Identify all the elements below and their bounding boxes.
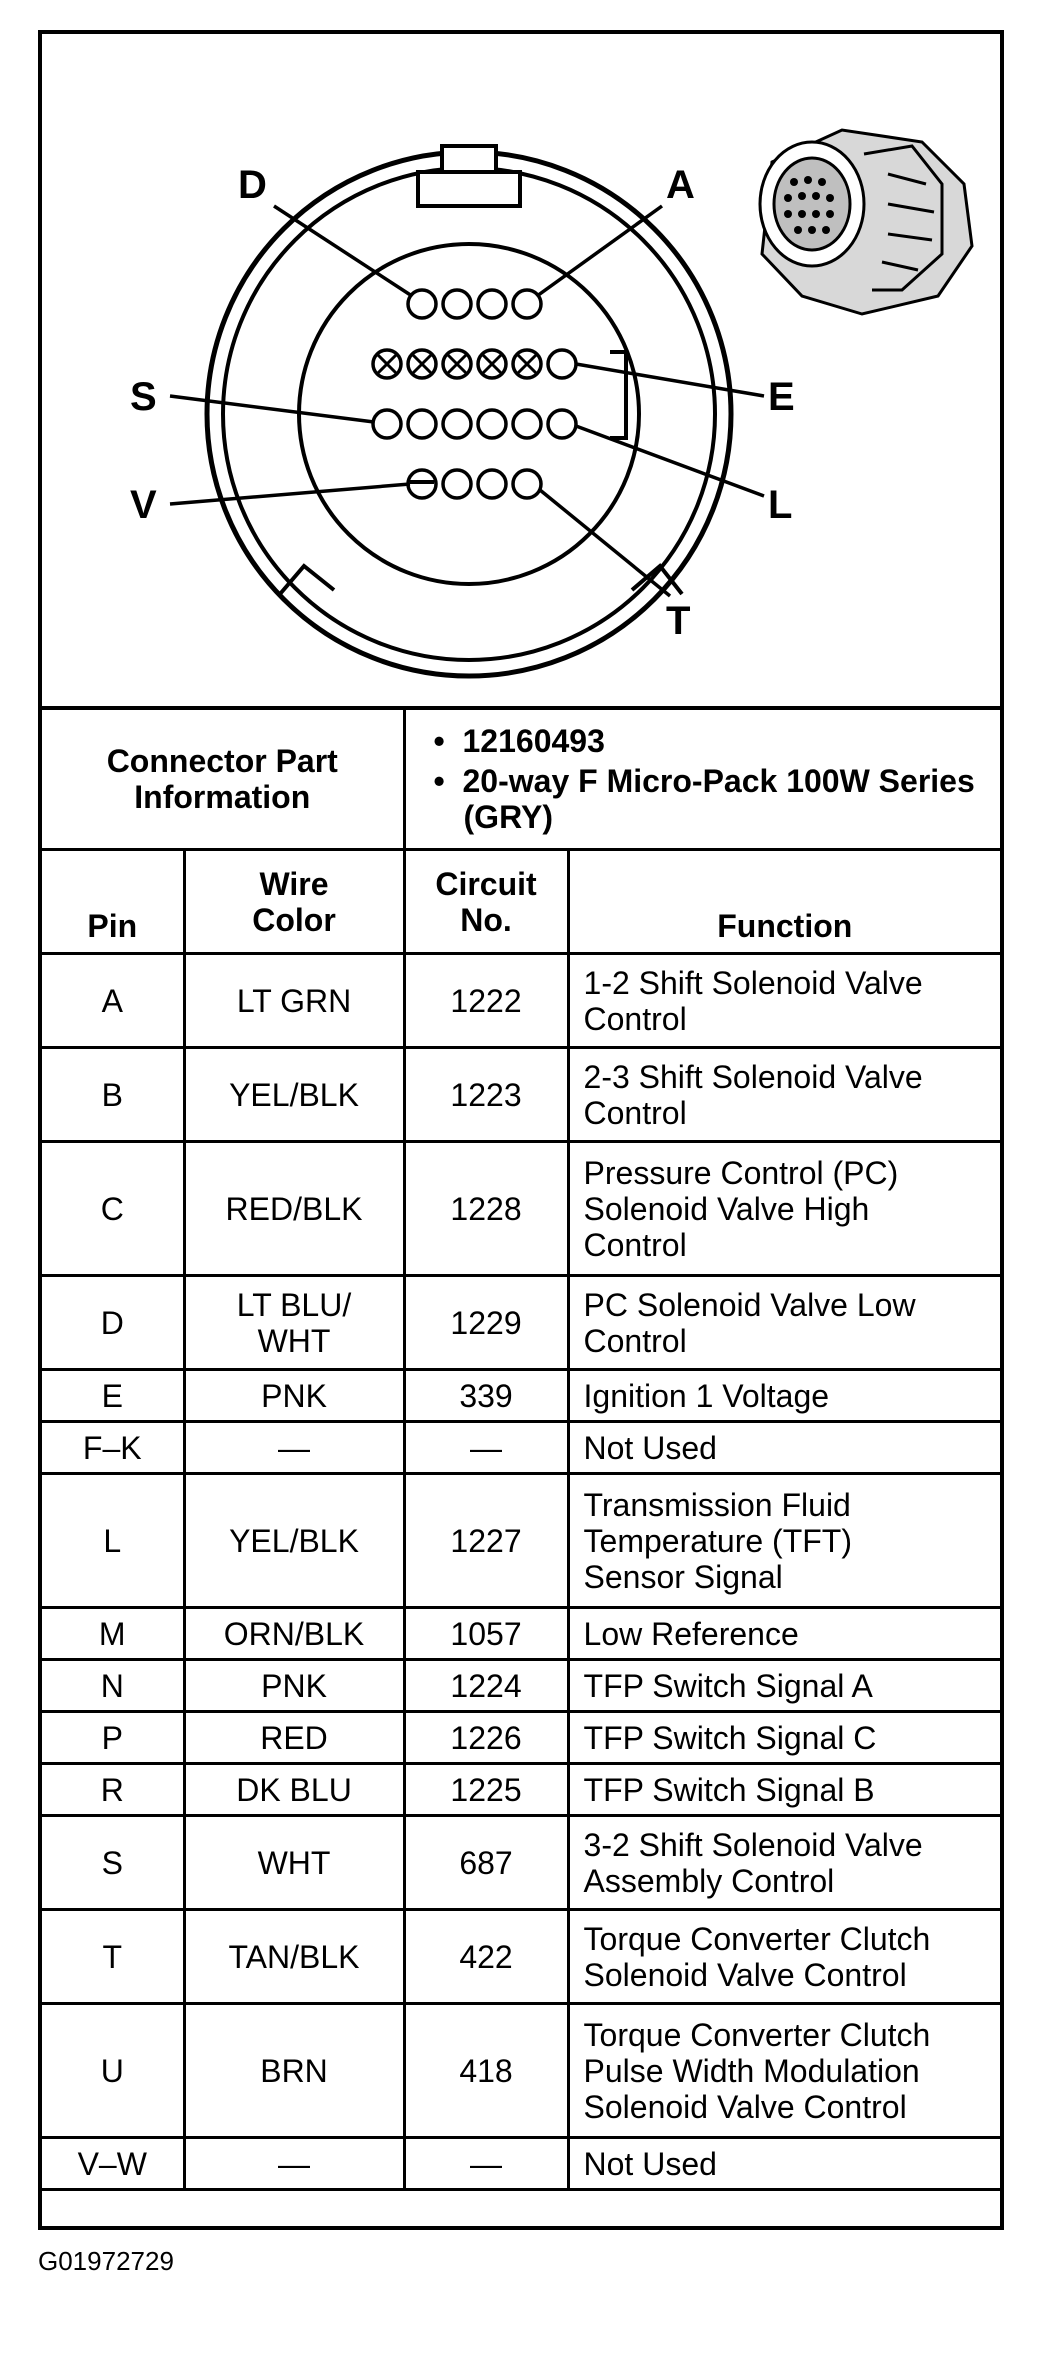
cell-wire-color <box>184 1712 404 1764</box>
cell-function-line: Low Reference <box>583 1615 799 1652</box>
figure-code: G01972729 <box>38 2246 174 2276</box>
cell-circuit-no: 687 <box>404 1816 568 1910</box>
cell-wire-color-line: BRN <box>260 2052 328 2089</box>
cell-wire-color-line: — <box>278 1429 310 1466</box>
cell-circuit-no: 1227 <box>404 1474 568 1608</box>
cell-pin: R <box>42 1764 184 1816</box>
table-row <box>42 1712 1000 1764</box>
cell-pin: V–W <box>42 2138 184 2190</box>
cell-function-line: Solenoid Valve Control <box>583 2088 907 2125</box>
cell-function <box>568 1816 1000 1910</box>
pin-row-3 <box>373 410 576 438</box>
cell-wire-color-line: DK BLU <box>236 1771 352 1808</box>
cell-function-line: Torque Converter Clutch <box>583 2016 931 2053</box>
cell-function <box>568 1276 1000 1370</box>
cell-wire-color-line: LT GRN <box>236 982 352 1019</box>
part-number: • 12160493 <box>433 722 605 759</box>
cell-wire-color <box>184 1660 404 1712</box>
pinout-table <box>42 706 1000 2191</box>
cell-function-line: TFP Switch Signal C <box>583 1719 877 1756</box>
cell-pin: B <box>42 1048 184 1142</box>
callout-a: A <box>666 163 695 207</box>
cell-function-line: TFP Switch Signal A <box>583 1667 873 1704</box>
cell-function <box>568 1370 1000 1422</box>
cell-function <box>568 954 1000 1048</box>
cell-wire-color-line: YEL/BLK <box>229 1522 359 1559</box>
cell-function <box>568 1608 1000 1660</box>
col-pin: Pin <box>42 850 184 954</box>
callout-l: L <box>768 483 793 527</box>
cell-function-line: 1-2 Shift Solenoid Valve <box>583 964 923 1001</box>
cell-pin: P <box>42 1712 184 1764</box>
cell-function <box>568 1660 1000 1712</box>
callout-e: E <box>768 375 795 419</box>
cell-wire-color <box>184 1048 404 1142</box>
cell-wire-color <box>184 2138 404 2190</box>
connector-illustration <box>760 130 972 314</box>
cell-wire-color <box>184 954 404 1048</box>
cell-function <box>568 1764 1000 1816</box>
part-info-row <box>42 708 1000 850</box>
table-row <box>42 1474 1000 1608</box>
cell-circuit-no: 422 <box>404 1910 568 2004</box>
cell-wire-color-line: ORN/BLK <box>223 1615 365 1652</box>
cell-pin: M <box>42 1608 184 1660</box>
cell-function <box>568 1474 1000 1608</box>
table-row <box>42 1422 1000 1474</box>
pin-row-2 <box>373 350 576 378</box>
cell-function-line: 3-2 Shift Solenoid Valve <box>583 1826 923 1863</box>
cell-circuit-no: 339 <box>404 1370 568 1422</box>
part-info-values <box>404 708 1000 850</box>
table-row <box>42 1048 1000 1142</box>
cell-function-line: Control <box>583 1226 687 1263</box>
cell-pin: L <box>42 1474 184 1608</box>
cell-wire-color-line: RED/BLK <box>225 1190 363 1227</box>
table-row <box>42 1608 1000 1660</box>
table-row <box>42 1764 1000 1816</box>
cell-function-line: Transmission Fluid <box>583 1486 851 1523</box>
cell-pin: N <box>42 1660 184 1712</box>
cell-function-line: Temperature (TFT) <box>583 1522 852 1559</box>
cell-function-line: 2-3 Shift Solenoid Valve <box>583 1058 923 1095</box>
callout-d: D <box>238 163 267 207</box>
cell-wire-color-line: — <box>278 2145 310 2182</box>
cell-wire-color-line: PNK <box>261 1377 327 1414</box>
cell-wire-color-line: YEL/BLK <box>229 1076 359 1113</box>
cell-wire-color <box>184 1608 404 1660</box>
cell-wire-color <box>184 1816 404 1910</box>
cell-function <box>568 1910 1000 2004</box>
cell-pin: F–K <box>42 1422 184 1474</box>
cell-circuit-no: 1228 <box>404 1142 568 1276</box>
cell-pin: T <box>42 1910 184 2004</box>
cell-function-line: PC Solenoid Valve Low <box>583 1286 916 1323</box>
cell-circuit-no: 1223 <box>404 1048 568 1142</box>
table-row <box>42 1370 1000 1422</box>
col-function: Function <box>568 850 1000 954</box>
callout-s: S <box>130 375 157 419</box>
cell-wire-color-line: PNK <box>261 1667 327 1704</box>
cell-function <box>568 1422 1000 1474</box>
table-row <box>42 954 1000 1048</box>
connector-sheet <box>38 30 1004 2230</box>
cell-pin: E <box>42 1370 184 1422</box>
connector-diagram <box>42 34 1000 710</box>
leader-lines <box>170 206 764 596</box>
cell-wire-color <box>184 1370 404 1422</box>
cell-function-line: Not Used <box>583 2145 717 2182</box>
cell-wire-color-line: RED <box>260 1719 328 1756</box>
cell-circuit-no: — <box>404 1422 568 1474</box>
cell-function-line: Torque Converter Clutch <box>583 1920 931 1957</box>
cell-pin: U <box>42 2004 184 2138</box>
cell-wire-color-line: LT BLU/ <box>236 1286 352 1323</box>
connector-face-drawing <box>42 34 1000 706</box>
latch-base <box>418 172 520 206</box>
cell-circuit-no: 1222 <box>404 954 568 1048</box>
cell-function-line: Pulse Width Modulation <box>583 2052 920 2089</box>
cell-wire-color-line: TAN/BLK <box>228 1938 360 1975</box>
cell-wire-color <box>184 1422 404 1474</box>
cell-circuit-no: — <box>404 2138 568 2190</box>
col-wire-color: Wire Color <box>184 850 404 954</box>
cell-function <box>568 1142 1000 1276</box>
cell-function-line: Solenoid Valve Control <box>583 1956 907 1993</box>
table-row <box>42 2004 1000 2138</box>
col-circuit-no: Circuit No. <box>404 850 568 954</box>
cell-function-line: Pressure Control (PC) <box>583 1154 899 1191</box>
cell-pin: S <box>42 1816 184 1910</box>
cell-function-line: TFP Switch Signal B <box>583 1771 875 1808</box>
cell-function <box>568 1048 1000 1142</box>
cell-circuit-no: 1224 <box>404 1660 568 1712</box>
column-header-row <box>42 850 1000 954</box>
cell-function-line: Sensor Signal <box>583 1558 783 1595</box>
table-row <box>42 1276 1000 1370</box>
table-row <box>42 1660 1000 1712</box>
cell-function <box>568 2138 1000 2190</box>
cell-function-line: Solenoid Valve High <box>583 1190 870 1227</box>
table-row <box>42 2138 1000 2190</box>
cell-circuit-no: 1229 <box>404 1276 568 1370</box>
callout-v: V <box>130 483 157 527</box>
cell-function-line: Control <box>583 1000 687 1037</box>
connector-description: • 20-way F Micro-Pack 100W Series (GRY) <box>433 762 975 835</box>
cell-circuit-no: 1057 <box>404 1608 568 1660</box>
part-info-label: Connector Part Information <box>42 708 404 850</box>
pin-row-1 <box>408 290 541 318</box>
cell-pin: A <box>42 954 184 1048</box>
cell-wire-color-line: WHT <box>257 1322 331 1359</box>
table-row <box>42 1816 1000 1910</box>
cell-wire-color <box>184 1764 404 1816</box>
cell-circuit-no: 1225 <box>404 1764 568 1816</box>
cell-wire-color <box>184 1142 404 1276</box>
cell-circuit-no: 1226 <box>404 1712 568 1764</box>
cell-function-line: Ignition 1 Voltage <box>583 1377 830 1414</box>
key-slot <box>610 352 626 438</box>
cell-wire-color <box>184 1276 404 1370</box>
cell-function-line: Control <box>583 1322 687 1359</box>
cell-circuit-no: 418 <box>404 2004 568 2138</box>
cell-wire-color-line: WHT <box>257 1844 331 1881</box>
cell-wire-color <box>184 1474 404 1608</box>
cell-wire-color <box>184 1910 404 2004</box>
cell-function-line: Control <box>583 1094 687 1131</box>
cell-function-line: Assembly Control <box>583 1862 835 1899</box>
table-row <box>42 1910 1000 2004</box>
cell-function <box>568 2004 1000 2138</box>
cell-function-line: Not Used <box>583 1429 717 1466</box>
cell-pin: C <box>42 1142 184 1276</box>
cell-pin: D <box>42 1276 184 1370</box>
callout-t: T <box>666 599 691 643</box>
cell-wire-color <box>184 2004 404 2138</box>
cell-function <box>568 1712 1000 1764</box>
table-row <box>42 1142 1000 1276</box>
